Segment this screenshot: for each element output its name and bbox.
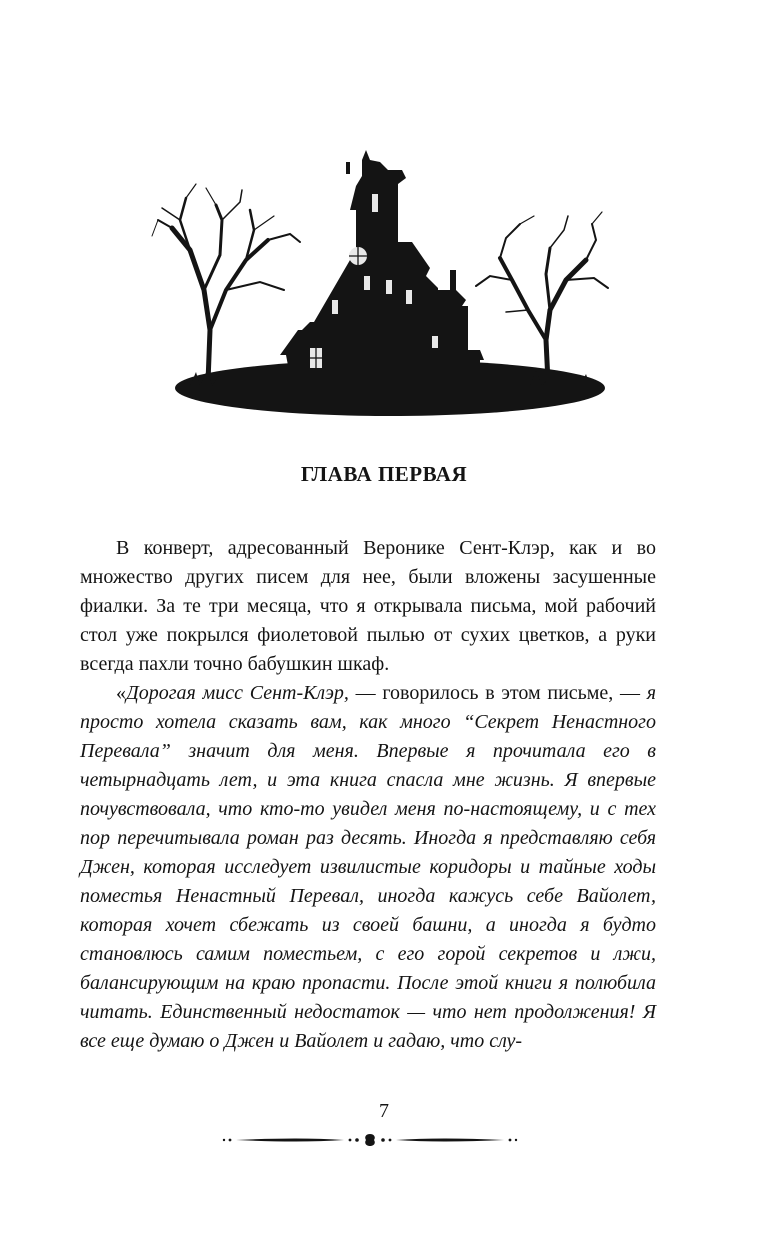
opening-quote-mark: « (116, 682, 126, 704)
paragraph (80, 679, 656, 1056)
paragraph: В конверт, адресованный Веронике Сент-Клэр, как и во множество других писем для нее, были вложены засушенные фиалки. За те три месяца, что я открывала письма, мой рабочий стол уже покрылся фиолетовой пылью от сухих цветков, а руки всегда пахли точно бабушкин шкаф. (80, 537, 656, 675)
divider-ornament-icon (220, 1130, 520, 1150)
body-text (80, 534, 656, 1056)
letter-quote: Дорогая мисс Сент-Клэр, (126, 682, 349, 704)
page-number: 7 (379, 1100, 389, 1122)
narration-text: — говорилось в этом письме, — (348, 682, 647, 704)
haunted-house-icon (150, 150, 620, 420)
letter-quote: я просто хотела сказать вам, как много “Секрет Ненастного Перевала” значит для меня. Впервые я прочитала его в четырнадцать лет, и эта книга спасла мне жизнь. Я впервые почувствовала, что кто-то увидел меня по-настоящему, и с тех пор перечитывала роман раз десять. Иногда я представляю себя Джен, которая исследует извилистые коридоры и тайные ходы поместья Ненастный Перевал, иногда кажусь себе Вайолет, которая хочет сбежать из своей башни, а иногда я будто становлюсь самим поместьем, с его горой секретов и лжи, балансирующим на краю пропасти. После этой книги я полюбила читать. Единственный недостаток — что нет продолжения! Я все еще думаю о Джен и Вайолет и гадаю, что слу- (80, 682, 656, 1052)
chapter-title: ГЛАВА ПЕРВАЯ (300, 462, 468, 486)
